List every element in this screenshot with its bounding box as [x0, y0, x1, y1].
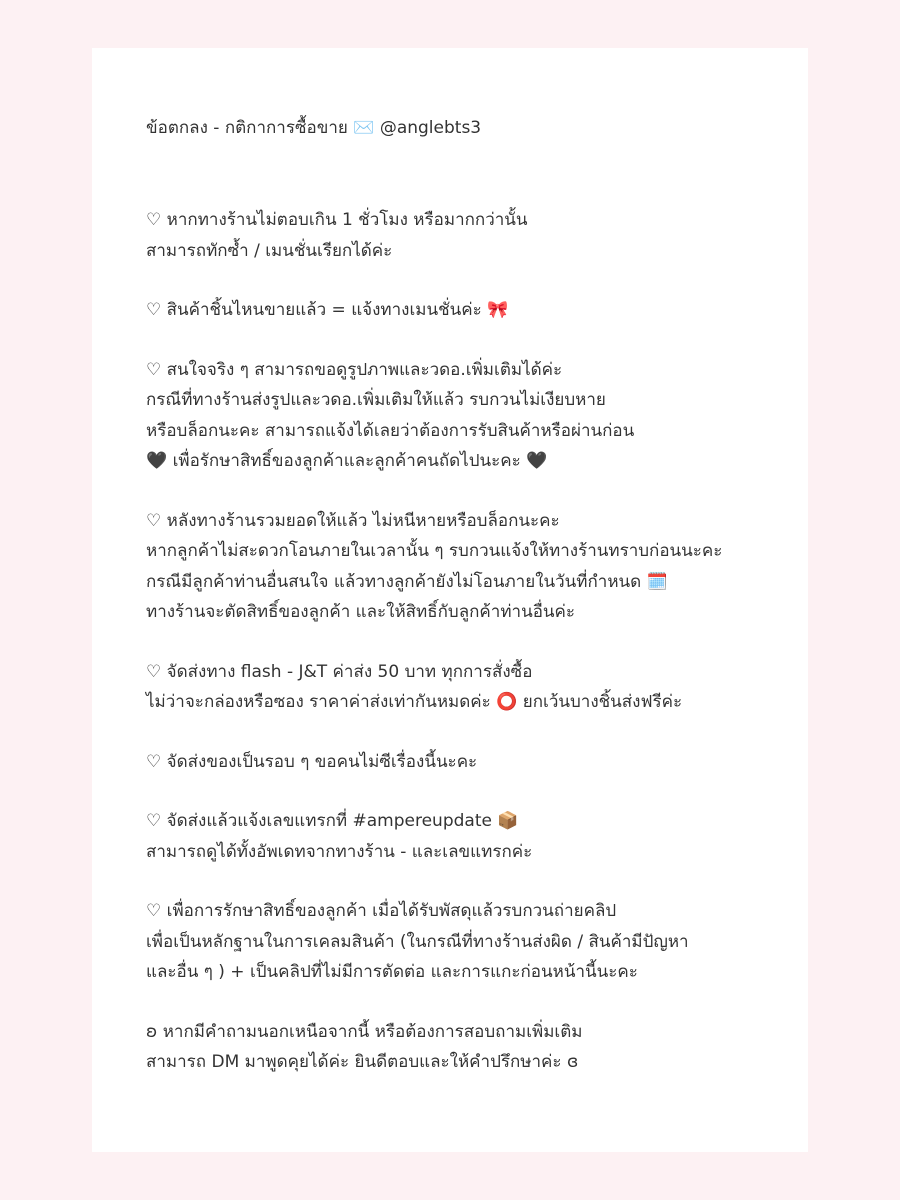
rule-line: สามารถดูได้ทั้งอัพเดทจากทางร้าน - และเลขแทรกค่ะ — [146, 841, 533, 862]
rule-line: ♡ จัดส่งทาง flash - J&T ค่าส่ง 50 บาท ทุกการสั่งซื้อ — [146, 661, 533, 682]
rule-section — [146, 295, 808, 326]
rule-line: 🖤 เพื่อรักษาสิทธิ์ของลูกค้าและลูกค้าคนถัดไปนะคะ 🖤 — [146, 451, 548, 471]
rule-section — [146, 747, 808, 778]
rule-line: ♡ สินค้าชิ้นไหนขายแล้ว = แจ้งทางเมนชั่นค่ะ 🎀 — [146, 300, 509, 320]
rules-list — [146, 205, 808, 1078]
rule-section — [146, 506, 808, 628]
rule-section — [146, 657, 808, 718]
rule-line: ♡ สนใจจริง ๆ สามารถขอดูรูปภาพและวดอ.เพิ่มเติมได้ค่ะ — [146, 359, 563, 380]
rule-line: ♡ หลังทางร้านรวมยอดให้แล้ว ไม่หนีหายหรือบล็อกนะคะ — [146, 510, 560, 531]
rule-section — [146, 1017, 808, 1078]
rule-line: หรือบล็อกนะคะ สามารถแจ้งได้เลยว่าต้องการรับสินค้าหรือผ่านก่อน — [146, 420, 635, 441]
rule-line: ไม่ว่าจะกล่องหรือซอง ราคาค่าส่งเท่ากันหมดค่ะ ⭕ ยกเว้นบางชิ้นส่งฟรีค่ะ — [146, 692, 683, 712]
rules-card — [92, 48, 808, 1152]
page-title: ข้อตกลง - กติกาการซื้อขาย ✉️ @anglebts3 — [146, 118, 482, 138]
rule-line: กรณีมีลูกค้าท่านอื่นสนใจ แล้วทางลูกค้ายังไม่โอนภายในวันที่กำหนด 🗓️ — [146, 571, 668, 592]
rule-line: ♡ หากทางร้านไม่ตอบเกิน 1 ชั่วโมง หรือมากกว่านั้น — [146, 210, 528, 230]
rule-section — [146, 896, 808, 988]
rule-line: ทางร้านจะตัดสิทธิ์ของลูกค้า และให้สิทธิ์กับลูกค้าท่านอื่นค่ะ — [146, 602, 576, 622]
rule-line: เพื่อเป็นหลักฐานในการเคลมสินค้า (ในกรณีที่ทางร้านส่งผิด / สินค้ามีปัญหา — [146, 931, 689, 952]
rule-line: สามารถ DM มาพูดคุยได้ค่ะ ยินดีตอบและให้คำปรึกษาค่ะ ɞ — [146, 1052, 579, 1072]
rule-line: ♡ จัดส่งแล้วแจ้งเลขแทรกที่ #ampereupdate 📦 — [146, 811, 519, 831]
rule-line: หากลูกค้าไม่สะดวกโอนภายในเวลานั้น ๆ รบกวนแจ้งให้ทางร้านทราบก่อนนะคะ — [146, 541, 723, 561]
rule-line: และอื่น ๆ ) + เป็นคลิปที่ไม่มีการตัดต่อ และการแกะก่อนหน้านี้นะคะ — [146, 962, 638, 982]
rule-line: ʚ หากมีคำถามนอกเหนือจากนี้ หรือต้องการสอบถามเพิ่มเติม — [146, 1021, 583, 1042]
rule-line: สามารถทักซ้ำ / เมนชั่นเรียกได้ค่ะ — [146, 240, 393, 261]
rule-section — [146, 205, 808, 266]
rule-line: กรณีที่ทางร้านส่งรูปและวดอ.เพิ่มเติมให้แล้ว รบกวนไม่เงียบหาย — [146, 390, 606, 410]
rule-line: ♡ จัดส่งของเป็นรอบ ๆ ขอคนไม่ซีเรื่องนี้นะคะ — [146, 751, 478, 772]
rule-line: ♡ เพื่อการรักษาสิทธิ์ของลูกค้า เมื่อได้รับพัสดุแล้วรบกวนถ่ายคลิป — [146, 901, 617, 921]
rule-section — [146, 355, 808, 477]
rule-section — [146, 806, 808, 867]
